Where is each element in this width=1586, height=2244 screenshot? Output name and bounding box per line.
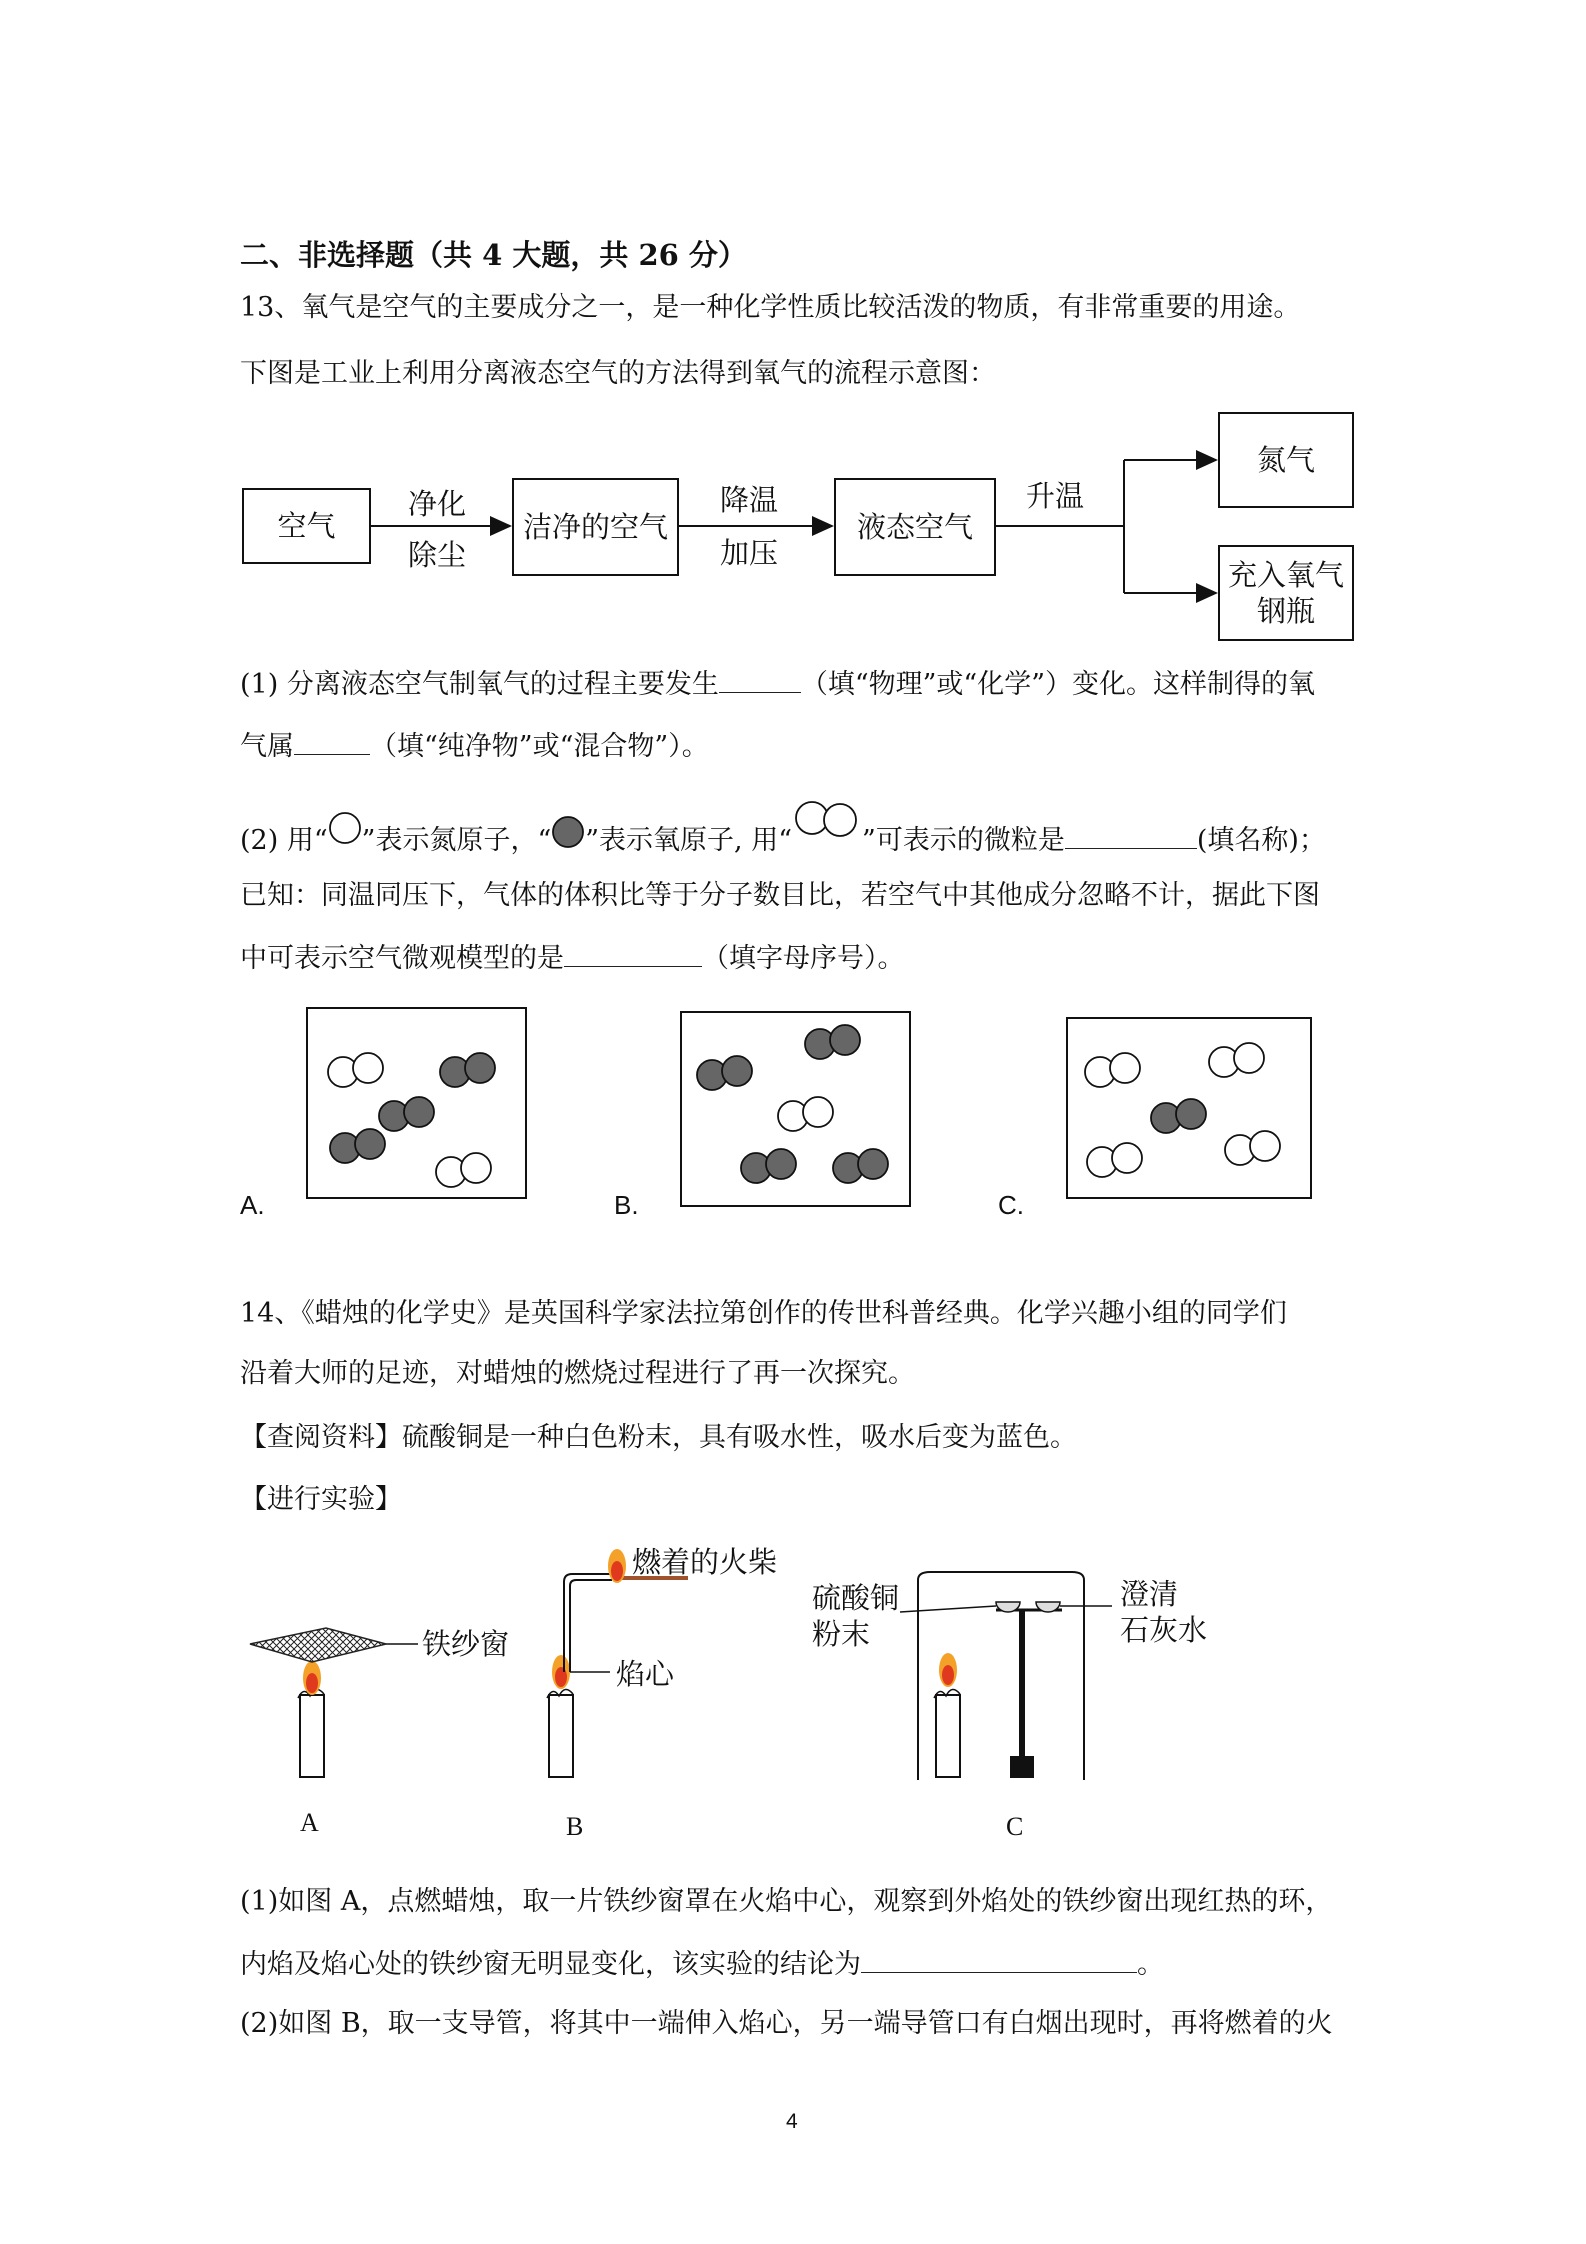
q13-p2-line3 [240, 940, 905, 977]
label-limewater-line1: 澄清 [1120, 1577, 1179, 1611]
flow-step2-bottom: 加压 [720, 536, 779, 570]
q13-p2-d: ”可表示的微粒是 [862, 825, 1065, 856]
q13-p2-line1 [240, 822, 1326, 859]
q13-p2-line3-a: 中可表示空气微观模型的是 [240, 943, 564, 974]
q13-p2-e: (填名称)； [1196, 825, 1326, 856]
section-title: 二、非选择题（共 4 大题，共 26 分） [240, 238, 747, 272]
q13-p2-c: ”表示氧原子, 用“ [585, 825, 793, 856]
figure-c-bell-jar [900, 1572, 1112, 1780]
figure-a-letter: A [300, 1808, 319, 1837]
answer-blank-2[interactable] [294, 728, 370, 755]
q14-p1-line1: (1)如图 A，点燃蜡烛，取一片铁纱窗罩在火焰中心，观察到外焰处的铁纱窗出现红热的环， [240, 1886, 1333, 1917]
molecular-model-options [0, 990, 1586, 1230]
q14-p2-line1: (2)如图 B，取一支导管，将其中一端伸入焰心，另一端导管口有白烟出现时，再将燃着的火 [240, 2008, 1333, 2039]
q13-p2-line2: 已知：同温同压下，气体的体积比等于分子数目比，若空气中其他成分忽略不计，据此下图 [240, 880, 1320, 911]
flow-box-liquid-air: 液态空气 [834, 478, 996, 576]
flow-box-oxygen-line2: 钢瓶 [1256, 594, 1315, 628]
q13-p1-d: （填“纯净物”或“混合物”）。 [370, 731, 709, 762]
flow-step3: 升温 [1026, 479, 1085, 513]
answer-blank-4[interactable] [564, 940, 702, 967]
figure-c-letter: C [1006, 1812, 1024, 1841]
answer-blank-3[interactable] [1065, 822, 1197, 849]
flow-step1-bottom: 除尘 [408, 538, 467, 572]
answer-blank-1[interactable] [719, 666, 801, 693]
flow-box-clean-air: 洁净的空气 [512, 478, 679, 576]
q14-line2: 沿着大师的足迹，对蜡烛的燃烧过程进行了再一次探究。 [240, 1358, 915, 1389]
page-number: 4 [786, 2110, 798, 2133]
q13-p1-b: （填“物理”或“化学”）变化。这样制得的氧 [800, 669, 1316, 700]
figure-b-letter: B [566, 1812, 584, 1841]
q14-p1-line2 [240, 1946, 1164, 1983]
flow-box-nitrogen: 氮气 [1218, 412, 1354, 508]
q13-p1-line2 [240, 728, 709, 765]
option-c-model [1067, 1018, 1311, 1198]
option-c-label[interactable]: C. [998, 1190, 1024, 1220]
q14-exp-title: 【进行实验】 [240, 1484, 402, 1515]
label-limewater-line2: 石灰水 [1120, 1613, 1208, 1647]
label-iron-mesh: 铁纱窗 [422, 1627, 510, 1661]
q13-line2: 下图是工业上利用分离液态空气的方法得到氧气的流程示意图： [240, 358, 996, 389]
q13-p1-a: (1) 分离液态空气制氧气的过程主要发生 [240, 669, 719, 700]
q13-p1-line1 [240, 666, 1315, 703]
label-cuso4-line1: 硫酸铜 [812, 1581, 900, 1615]
q13-p2-b: ”表示氮原子，“ [361, 825, 552, 856]
answer-blank-5[interactable] [861, 1946, 1137, 1973]
label-burning-match: 燃着的火柴 [632, 1545, 778, 1579]
oxygen-atom-icon [551, 815, 585, 849]
option-b-model [681, 1012, 910, 1206]
flow-box-oxygen-line1: 充入氧气 [1227, 558, 1344, 592]
figure-a-candle-mesh [250, 1628, 418, 1777]
option-a-model [307, 1008, 526, 1198]
flow-box-oxygen-cylinder [1218, 545, 1354, 641]
q14-p1-c: 。 [1137, 1949, 1164, 1980]
q14-line1: 14、《蜡烛的化学史》是英国科学家法拉第创作的传世科普经典。化学兴趣小组的同学们 [240, 1298, 1287, 1329]
q13-p2-a: (2) 用“ [240, 825, 328, 856]
option-b-label[interactable]: B. [614, 1190, 639, 1220]
q13-line1: 13、氧气是空气的主要成分之一，是一种化学性质比较活泼的物质，有非常重要的用途。 [240, 292, 1301, 323]
flow-box-air: 空气 [242, 488, 371, 564]
experiment-figures [0, 1530, 1586, 1850]
option-a-label[interactable]: A. [240, 1190, 265, 1220]
q14-p1-b: 内焰及焰心处的铁纱窗无明显变化，该实验的结论为 [240, 1949, 861, 1980]
nitrogen-atom-icon [328, 811, 362, 845]
nitrogen-molecule-icon [792, 798, 862, 838]
flow-step1-top: 净化 [408, 487, 467, 521]
q13-p1-c: 气属 [240, 731, 294, 762]
flow-step2-top: 降温 [720, 483, 779, 517]
q13-p2-line3-b: （填字母序号）。 [702, 943, 905, 974]
q14-info: 【查阅资料】硫酸铜是一种白色粉末，具有吸水性，吸水后变为蓝色。 [240, 1422, 1077, 1453]
label-flame-core: 焰心 [616, 1657, 675, 1691]
label-cuso4-line2: 粉末 [812, 1617, 871, 1651]
